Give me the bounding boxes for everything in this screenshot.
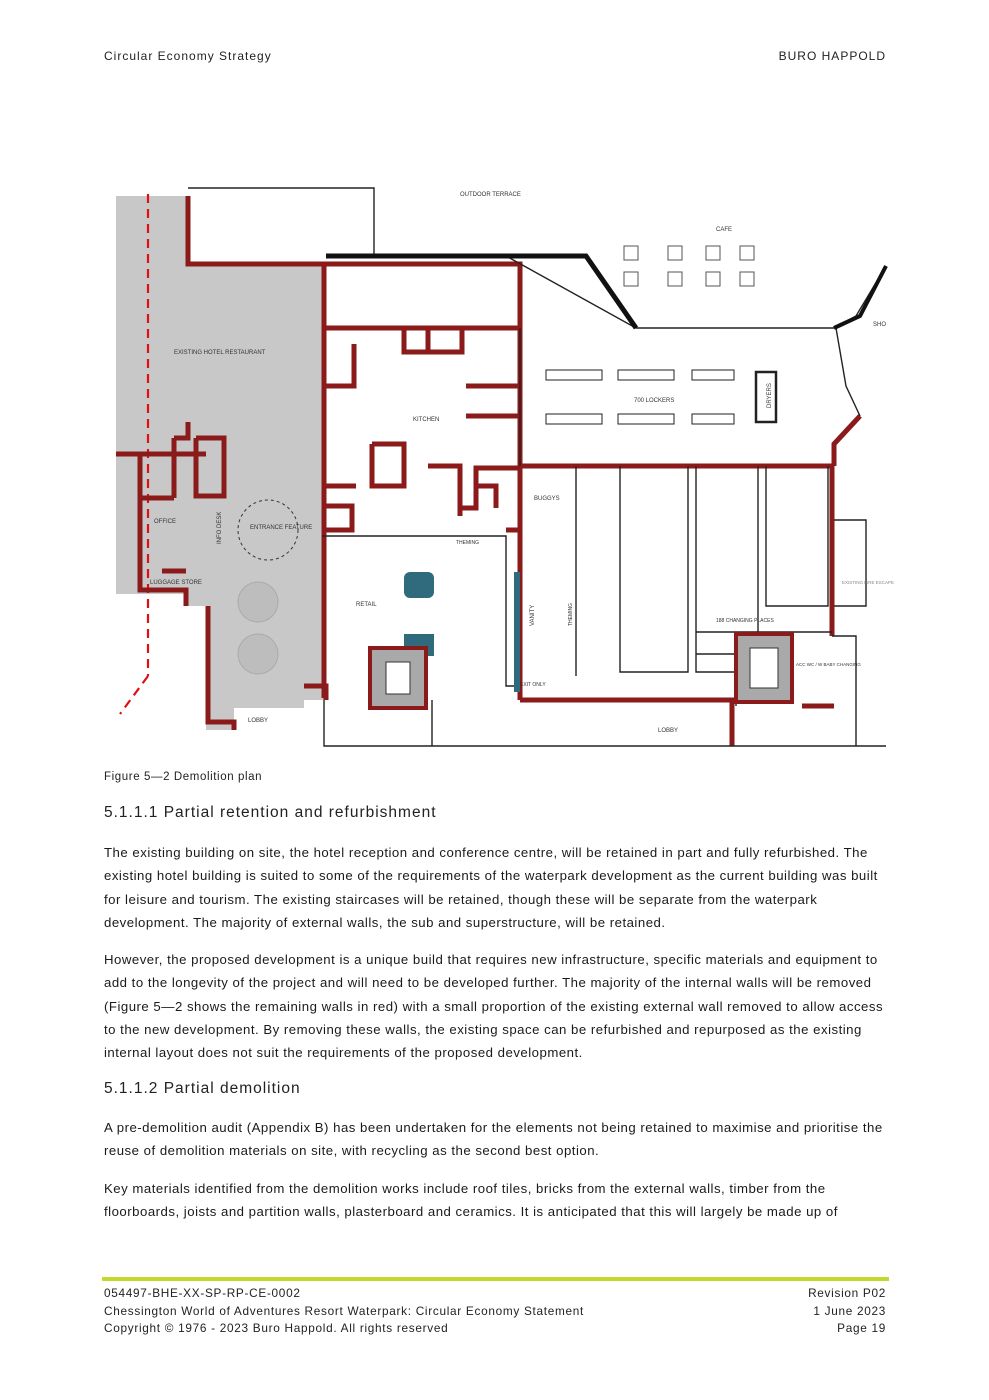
- footer-copyright: Copyright © 1976 - 2023 Buro Happold. All rights reserved: [104, 1321, 449, 1335]
- paragraph-retention-2: However, the proposed development is a unique build that requires new infrastructure, specific materials and equipment to add to the longevity of the project and will need to be developed further. The majority of the internal walls will be removed (Figure 5—2 shows the remaining walls in red) with a small proportion of the existing external wall removed to allow access to the new development. By removing these walls, the existing space can be refurbished and repurposed as the existing internal layout does not suit the requirements of the proposed development.: [104, 952, 884, 1061]
- label-lockers: 700 LOCKERS: [634, 398, 675, 404]
- section-heading-retention: 5.1.1.1 Partial retention and refurbishment: [104, 804, 437, 821]
- footer-revision: Revision P02: [808, 1286, 886, 1300]
- label-luggage-store: LUGGAGE STORE: [150, 580, 202, 586]
- paragraph-demolition-1: A pre-demolition audit (Appendix B) has been undertaken for the elements not being retained to maximise and prioritise the reuse of demolition materials on site, with recycling as the second best option.: [104, 1120, 883, 1159]
- running-header-title: Circular Economy Strategy: [104, 49, 272, 63]
- footer-date: 1 June 2023: [813, 1303, 886, 1318]
- footer-left: [104, 1285, 584, 1338]
- label-changing-places: 188 CHANGING PLACES: [716, 618, 774, 624]
- figure-caption: Figure 5—2 Demolition plan: [104, 771, 263, 783]
- label-retail: RETAIL: [356, 602, 377, 608]
- label-existing-hotel-restaurant: EXISTING HOTEL RESTAURANT: [174, 350, 266, 356]
- label-office: OFFICE: [154, 519, 176, 525]
- label-vanity: VANITY: [530, 604, 536, 626]
- label-kitchen: KITCHEN: [413, 417, 440, 423]
- label-show: SHO: [873, 322, 887, 328]
- label-cafe: CAFE: [716, 227, 733, 233]
- label-acc-wc: ACC WC / W BABY CHANGING: [796, 662, 861, 667]
- label-entrance-feature: ENTRANCE FEATURE: [250, 525, 313, 531]
- label-buggys: BUGGYS: [534, 496, 560, 502]
- paragraph-retention-1: The existing building on site, the hotel reception and conference centre, will be retained in part and fully refurbished. The existing hotel building is suited to some of the requirements of the waterpark development as the current building was built for leisure and tourism. The existing staircases will be retained, though these will be separate from the waterpark development. The majority of external walls, the sub and superstructure, will be retained.: [104, 845, 878, 930]
- label-dryers: DRYERS: [767, 383, 773, 408]
- footer-page-number: Page 19: [837, 1321, 886, 1335]
- label-lobby-left: LOBBY: [248, 718, 269, 724]
- footer-doc-ref: 054497-BHE-XX-SP-RP-CE-0002: [104, 1286, 301, 1300]
- label-theming-side: THEMING: [568, 602, 574, 626]
- label-exit-only: EXIT ONLY: [520, 682, 546, 688]
- demolition-plan-figure: [116, 186, 895, 750]
- label-lobby-right: LOBBY: [658, 728, 679, 734]
- paragraph-demolition-2: Key materials identified from the demolition works include roof tiles, bricks from the external walls, timber from the floorboards, joists and partition walls, plasterboard and ceramics. It is anticipated that this will largely be made up of: [104, 1181, 838, 1220]
- footer-right: [808, 1285, 886, 1338]
- label-existing-fire-escape: EXISTING FIRE ESCAPE: [842, 580, 895, 585]
- label-outdoor-terrace: OUTDOOR TERRACE: [460, 192, 521, 198]
- label-info-desk: INFO DESK: [217, 511, 223, 544]
- footer-project: Chessington World of Adventures Resort Waterpark: Circular Economy Statement: [104, 1303, 585, 1318]
- footer-rule: [102, 1277, 889, 1281]
- section-heading-demolition: 5.1.1.2 Partial demolition: [104, 1080, 301, 1097]
- label-theming-top: THEMING: [456, 540, 480, 546]
- running-header-company: BURO HAPPOLD: [778, 49, 886, 63]
